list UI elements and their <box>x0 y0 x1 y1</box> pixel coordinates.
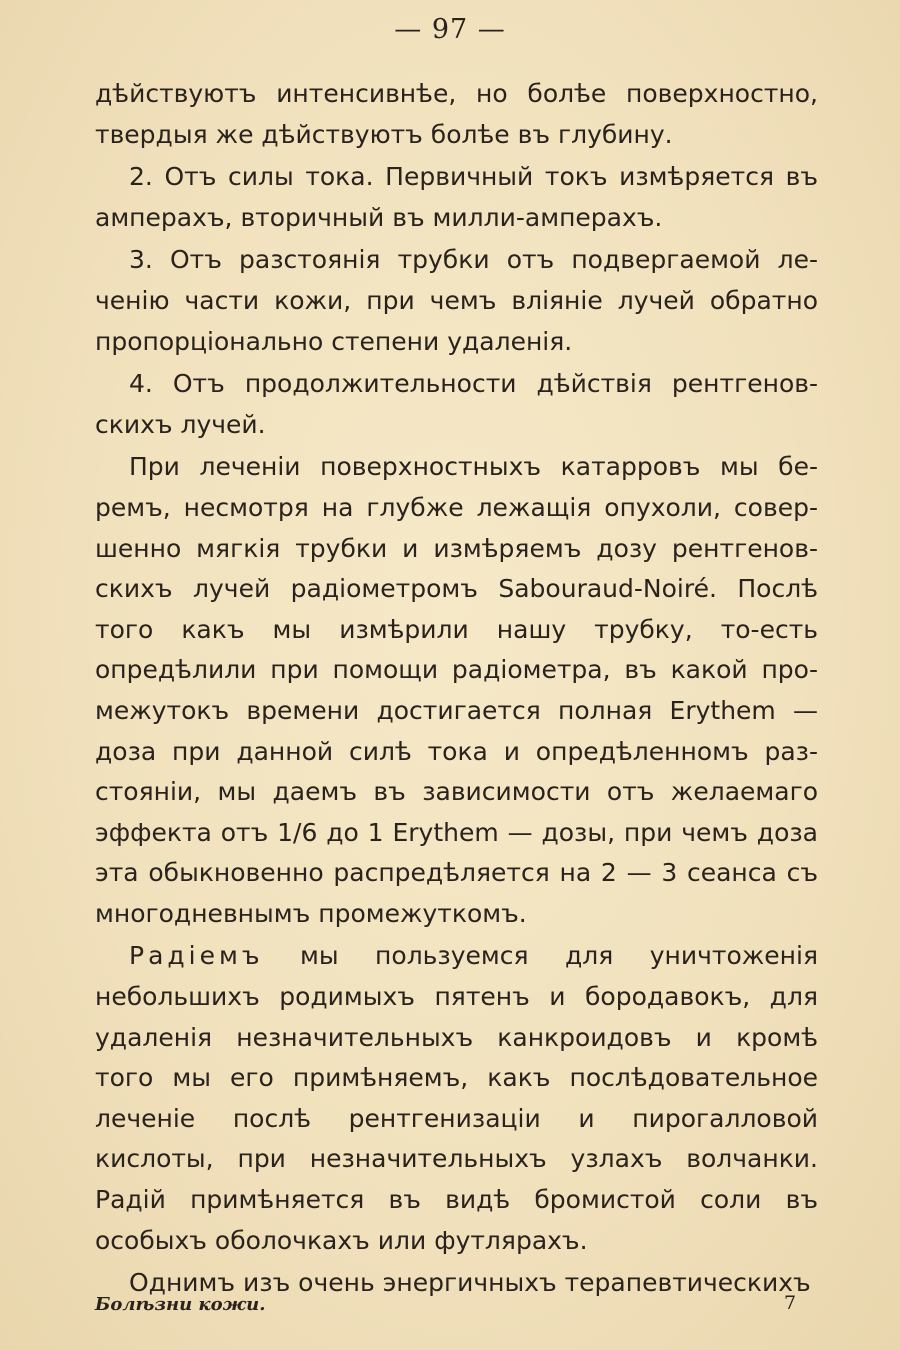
footer-signature-mark: 7 <box>784 1292 797 1314</box>
footer-book-title: Болѣзни кожи. <box>95 1294 266 1315</box>
paragraph-radium <box>95 936 818 1261</box>
radium-paragraph-body: небольшихъ родимыхъ пятенъ и бородавокъ, для удаленія незначительныхъ канкроидовъ и кромѣ того мы его примѣняемъ, какъ послѣдовательное леченіе послѣ рентгенизаціи и пирогалловой кислоты, при незначительныхъ узлахъ волчанки. Радій примѣняется въ видѣ бромистой соли въ особыхъ оболочкахъ или футлярахъ. <box>95 982 818 1255</box>
paragraph-continuation: дѣйствуютъ интенсивнѣе, но болѣе поверхностно, твердыя же дѣйствуютъ болѣе въ глубину. <box>95 79 818 149</box>
body-text <box>95 74 818 1306</box>
paragraph-final: Однимъ изъ очень энергичныхъ терапевтическихъ <box>129 1268 811 1298</box>
paragraph-xray-treatment: При леченіи поверхностныхъ катарровъ мы беремъ, несмотря на глубже лежащія опухоли, совершенно мягкія трубки и измѣряемъ дозу рентгеновскихъ лучей радіометромъ Sabouraud-Noiré. Послѣ того какъ мы измѣрили нашу трубку, то-есть опредѣлили при помощи радіометра, въ какой промежутокъ времени достигается полная Erythem — доза при данной силѣ тока и опредѣленномъ разстояніи, мы даемъ въ зависимости отъ желаемаго эффекта отъ 1/6 до 1 Erythem — дозы, при чемъ доза эта обыкновенно распредѣляется на 2 — 3 сеанса съ многодневнымъ промежуткомъ. <box>95 452 818 928</box>
paragraph-item-3: 3. Отъ разстоянія трубки отъ подвергаемой леченію части кожи, при чемъ вліяніе лучей обратно пропорціонально степени удаленія. <box>95 245 818 356</box>
paragraph-item-2: 2. Отъ силы тока. Первичный токъ измѣряется въ амперахъ, вторичный въ милли-амперахъ. <box>95 162 818 232</box>
page-number-header: — 97 — <box>394 14 506 45</box>
paragraph-item-4: 4. Отъ продолжительности дѣйствія рентгеновскихъ лучей. <box>95 369 818 439</box>
radium-lead-word: Радіемъ <box>129 941 264 971</box>
radium-lead-rest: мы пользуемся для уничтоженія <box>263 941 818 971</box>
